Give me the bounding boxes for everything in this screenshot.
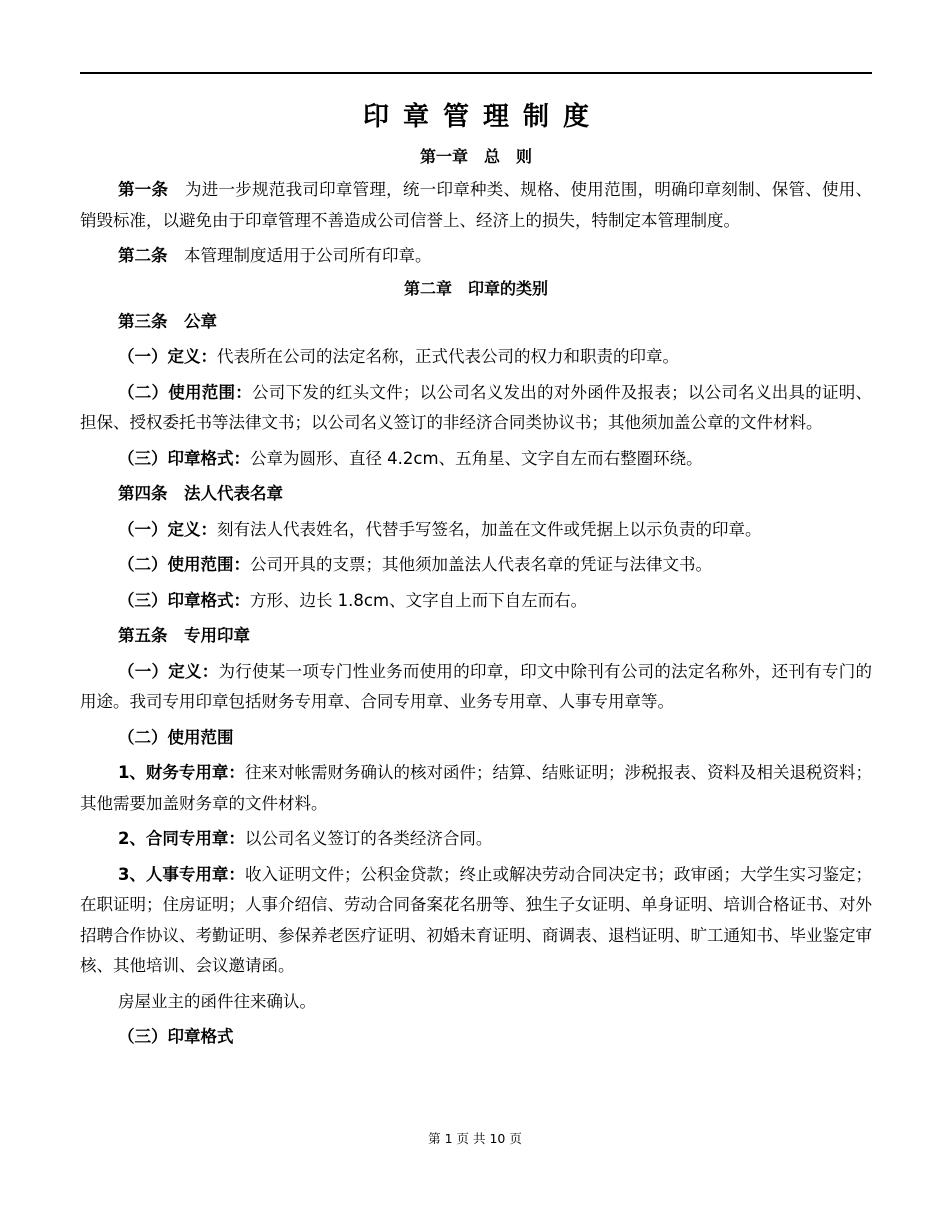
article-4-format-label: （三）印章格式： (117, 590, 250, 610)
article-4-scope-text: 公司开具的支票；其他须加盖法人代表名章的凭证与法律文书。 (249, 555, 712, 574)
article-5-definition (80, 657, 872, 718)
article-5-format-heading: （三）印章格式 (117, 1027, 234, 1046)
article-2-heading: 第二条 (117, 246, 168, 265)
article-5-definition-text: 为行使某一项专门性业务而使用的印章，印文中除刊有公司的法定名称外，还刊有专门的用途。我司专用印章包括财务专用章、合同专用章、业务专用章、人事专用章等。 (80, 661, 873, 711)
article-4-format (80, 586, 872, 617)
article-1-text: 为进一步规范我司印章管理，统一印章种类、规格、使用范围，明确印章刻制、保管、使用、销毁标准，以避免由于印章管理不善造成公司信誉上、经济上的损失，特制定本管理制度。 (80, 180, 873, 230)
article-4-definition-text: 刻有法人代表姓名，代替手写签名，加盖在文件或凭据上以示负责的印章。 (216, 519, 762, 539)
scope-item-finance-seal-label: 1、财务专用章： (117, 763, 245, 782)
article-5-heading: 第五条 专用印章 (117, 626, 250, 645)
article-2 (80, 241, 872, 272)
article-3-definition-label: （一）定义： (117, 347, 217, 366)
article-3-format-label: （三）印章格式： (117, 448, 250, 468)
scope-item-contract-seal (80, 824, 872, 855)
document-body (80, 95, 872, 1058)
property-owner-line: 房屋业主的函件往来确认。 (117, 991, 316, 1011)
page-footer: 第 1 页 共 10 页 (428, 1131, 522, 1146)
article-5-scope-heading: （二）使用范围 (117, 727, 234, 747)
scope-item-contract-seal-label: 2、合同专用章： (117, 829, 245, 848)
article-1 (80, 175, 872, 236)
article-5-definition-label: （一）定义： (117, 661, 219, 681)
scope-item-finance-seal-text: 往来对帐需财务确认的核对函件；结算、结账证明；涉税报表、资料及相关退税资料；其他需要加盖财务章的文件材料。 (80, 763, 873, 813)
article-3-format (80, 444, 872, 475)
article-3-scope-label: （二）使用范围： (117, 382, 253, 402)
article-3-heading: 第三条 公章 (117, 311, 217, 331)
article-4-scope-label: （二）使用范围： (117, 555, 250, 574)
article-3-format-text: 公章为圆形、直径 4.2cm、五角星、文字自左而右整圈环绕。 (249, 448, 703, 468)
article-2-text: 本管理制度适用于公司所有印章。 (183, 246, 432, 265)
article-3-scope (80, 378, 872, 439)
article-4-scope (80, 550, 872, 581)
header-rule (80, 72, 872, 74)
article-4-heading: 第四条 法人代表名章 (117, 484, 283, 503)
article-4-definition-label: （一）定义： (117, 519, 217, 539)
scope-item-contract-seal-text: 以公司名义签订的各类经济合同。 (244, 829, 493, 848)
document-title: 印章管理制度 (362, 102, 603, 132)
scope-item-hr-seal-label: 3、人事专用章： (117, 864, 245, 884)
scope-item-hr-seal (80, 860, 872, 982)
article-3-definition-text: 代表所在公司的法定名称，正式代表公司的权力和职责的印章。 (216, 347, 679, 366)
article-1-heading: 第一条 (117, 180, 169, 199)
scope-item-finance-seal (80, 758, 872, 819)
scope-item-hr-seal-text: 收入证明文件；公积金贷款；终止或解决劳动合同决定书；政审函；大学生实习鉴定；在职证明；住房证明；人事介绍信、劳动合同备案花名册等、独生子女证明、单身证明、培训合格证书、对外招聘合作协议、考勤证明、参保养老医疗证明、初婚未育证明、商调表、退档证明、旷工通知书、毕业鉴定审核、其他培训、会议邀请函。 (80, 864, 873, 975)
article-3-definition (80, 342, 872, 373)
chapter-2-heading: 第二章 印章的类别 (403, 278, 548, 298)
article-4-definition (80, 515, 872, 546)
article-4-format-text: 方形、边长 1.8cm、文字自上而下自左而右。 (249, 590, 588, 610)
chapter-1-heading: 第一章 总 则 (419, 147, 532, 166)
article-3-scope-text: 公司下发的红头文件；以公司名义发出的对外函件及报表；以公司名义出具的证明、担保、授权委托书等法律文书；以公司名义签订的非经济合同类协议书；其他须加盖公章的文件材料。 (80, 382, 873, 432)
